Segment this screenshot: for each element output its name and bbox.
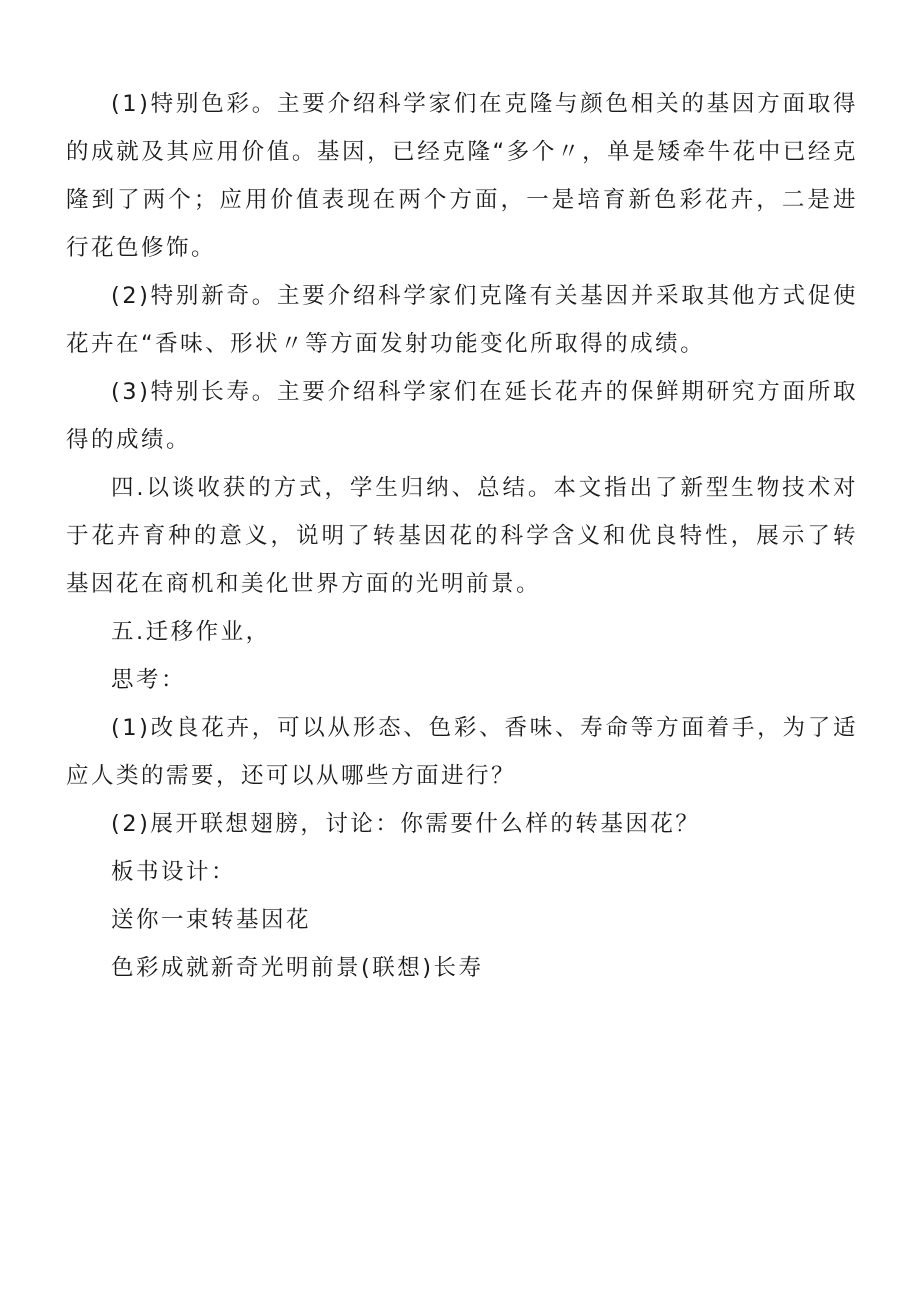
document-body — [66, 80, 858, 992]
paragraph-special-novel: (2)特别新奇。主要介绍科学家们克隆有关基因并采取其他方式促使花卉在“香味、形状〃等方面发射功能变化所取得的成绩。 — [66, 283, 858, 357]
paragraph-homework-heading: 五.迁移作业， — [111, 619, 271, 645]
paragraph-summary: 四.以谈收获的方式，学生归纳、总结。本文指出了新型生物技术对于花卉育种的意义，说明了转基因花的科学含义和优良特性，展示了转基因花在商机和美化世界方面的光明前景。 — [66, 475, 858, 597]
paragraph-board-design-heading: 板书设计： — [111, 859, 237, 885]
paragraph-special-color: (1)特别色彩。主要介绍科学家们在克隆与颜色相关的基因方面取得的成就及其应用价值。基因，已经克隆“多个〃，单是矮牵牛花中已经克隆到了两个；应用价值表现在两个方面，一是培育新色彩花卉，二是进行花色修饰。 — [66, 91, 858, 261]
paragraph-think-heading: 思考： — [111, 667, 187, 693]
paragraph-special-longevity: (3)特别长寿。主要介绍科学家们在延长花卉的保鲜期研究方面所取得的成绩。 — [66, 379, 858, 453]
paragraph-question-2: (2)展开联想翅膀，讨论：你需要什么样的转基因花？ — [111, 811, 701, 837]
paragraph-board-keywords: 色彩成就新奇光明前景(联想)长寿 — [111, 955, 484, 981]
paragraph-question-1: (1)改良花卉，可以从形态、色彩、香味、寿命等方面着手，为了适应人类的需要，还可以从哪些方面进行？ — [66, 715, 858, 789]
paragraph-board-title: 送你一束转基因花 — [111, 907, 312, 933]
